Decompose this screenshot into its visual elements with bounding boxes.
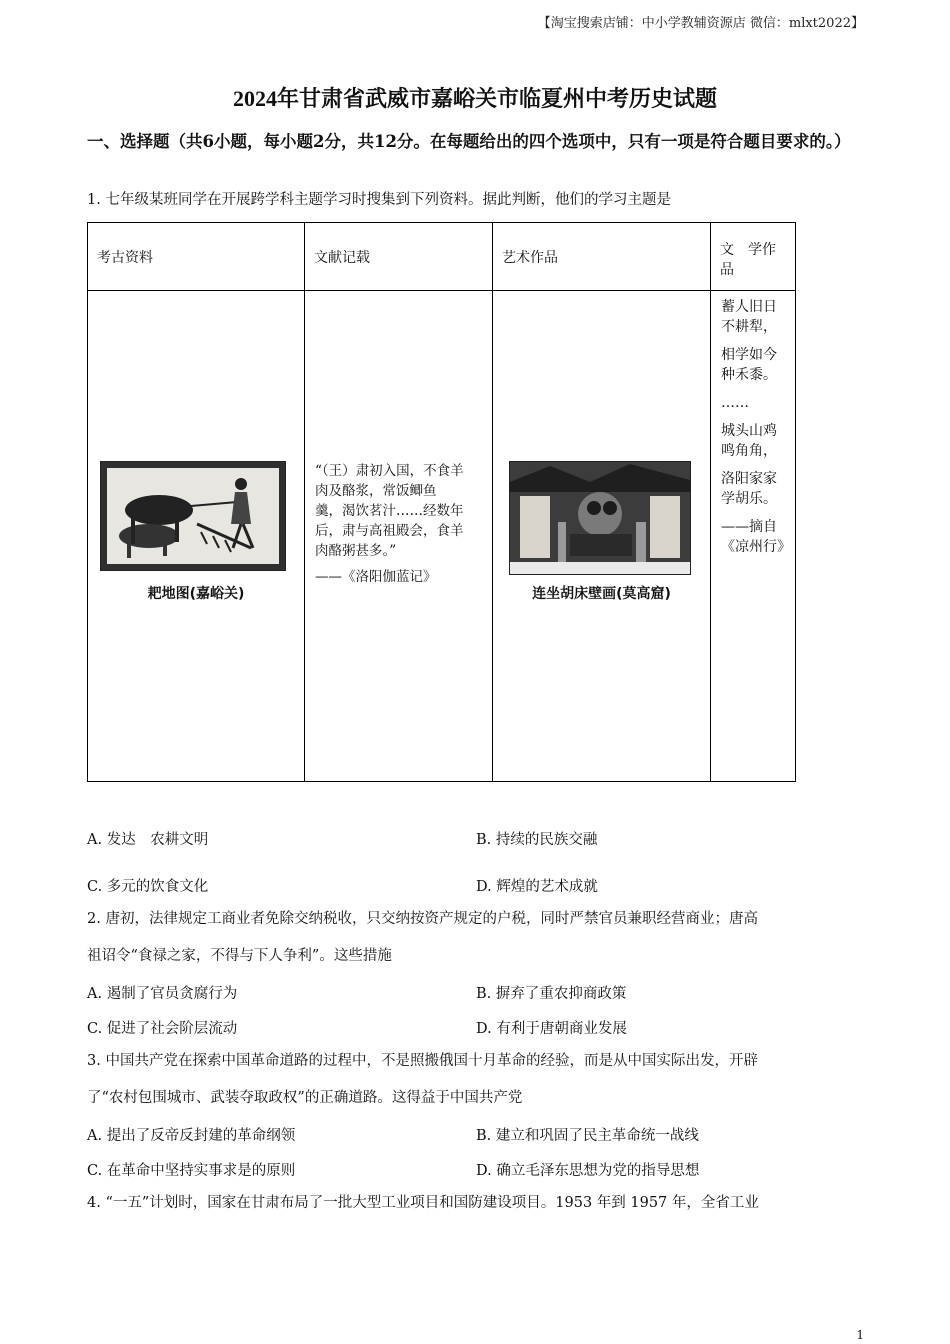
document-text: “（王）肃初入国，不食羊肉及酪浆，常饭鲫鱼 羹，渴饮茗汁……经数年后，肃与高祖殿会，食羊肉酪粥甚多。” xyxy=(315,463,464,559)
literature-line: 洛阳家家学胡乐。 xyxy=(721,471,777,507)
archaeology-cell xyxy=(88,291,304,781)
document-cell xyxy=(305,291,492,781)
harrowing-picture xyxy=(100,461,286,571)
literature-line: …… xyxy=(721,395,749,411)
header-note: 【淘宝搜索店铺：中小学教辅资源店 微信：mlxt2022】 xyxy=(537,16,864,31)
q2-option-b[interactable]: B. 摒弃了重农抑商政策 xyxy=(476,986,627,1002)
archaeology-caption: 耙地图(嘉峪关) xyxy=(147,586,245,602)
q1-option-c[interactable]: C. 多元的饮食文化 xyxy=(87,879,209,895)
q1-option-a[interactable]: A. 发达 农耕文明 xyxy=(87,832,209,848)
header-art: 艺术作品 xyxy=(493,223,711,291)
literature-line: 城头山鸡鸣角角， xyxy=(721,423,777,459)
q2-option-a[interactable]: A. 遏制了官员贪腐行为 xyxy=(87,986,238,1002)
header-archaeology: 考古资料 xyxy=(88,223,305,291)
document-source: ——《洛阳伽蓝记》 xyxy=(315,569,437,585)
art-caption: 连坐胡床壁画(莫高窟) xyxy=(532,586,671,602)
page-number: 1 xyxy=(856,1328,864,1342)
question-4-line-1: 4. “一五”计划时，国家在甘肃布局了一批大型工业项目和国防建设项目。1953 年到 1957 年，全省工业 xyxy=(87,1195,759,1211)
question-2-line-2: 祖诏令“食禄之家，不得与下人争利”。这些措施 xyxy=(87,948,392,964)
q2-option-c[interactable]: C. 促进了社会阶层流动 xyxy=(87,1021,238,1037)
q2-option-d[interactable]: D. 有利于唐朝商业发展 xyxy=(476,1021,627,1037)
question-1-stem: 1. 七年级某班同学在开展跨学科主题学习时搜集到下列资料。据此判断，他们的学习主题是 xyxy=(87,192,671,208)
q3-option-b[interactable]: B. 建立和巩固了民主革命统一战线 xyxy=(476,1128,699,1144)
q3-option-a[interactable]: A. 提出了反帝反封建的革命纲领 xyxy=(87,1128,296,1144)
mural-picture xyxy=(509,461,691,575)
q3-option-d[interactable]: D. 确立毛泽东思想为党的指导思想 xyxy=(476,1163,700,1179)
question-3-line-2: 了“农村包围城市、武装夺取政权”的正确道路。这得益于中国共产党 xyxy=(87,1090,523,1106)
q1-option-d[interactable]: D. 辉煌的艺术成就 xyxy=(476,879,598,895)
q3-option-c[interactable]: C. 在革命中坚持实事求是的原则 xyxy=(87,1163,296,1179)
literature-line: 相学如今种禾黍。 xyxy=(721,347,777,383)
question-3-line-1: 3. 中国共产党在探索中国革命道路的过程中，不是照搬俄国十月革命的经验，而是从中国实际出发，开辟 xyxy=(87,1053,758,1069)
header-documents: 文献记载 xyxy=(305,223,493,291)
literature-line: 蓄人旧日不耕犁， xyxy=(721,299,777,335)
question-2-line-1: 2. 唐初，法律规定工商业者免除交纳税收，只交纳按资产规定的户税，同时严禁官员兼职经营商业；唐高 xyxy=(87,911,758,927)
art-cell xyxy=(493,291,710,781)
literature-source: ——摘自《凉州行》 xyxy=(721,519,791,555)
header-literature: 文 学作品 xyxy=(711,223,796,291)
source-table xyxy=(87,222,796,782)
page-title: 2024年甘肃省武威市嘉峪关市临夏州中考历史试题 xyxy=(232,86,717,111)
section-heading: 一、选择题（共6小题，每小题2分，共12分。在每题给出的四个选项中，只有一项是符合题目要求的。） xyxy=(87,132,851,151)
q1-option-b[interactable]: B. 持续的民族交融 xyxy=(476,832,598,848)
literature-cell xyxy=(711,291,796,782)
